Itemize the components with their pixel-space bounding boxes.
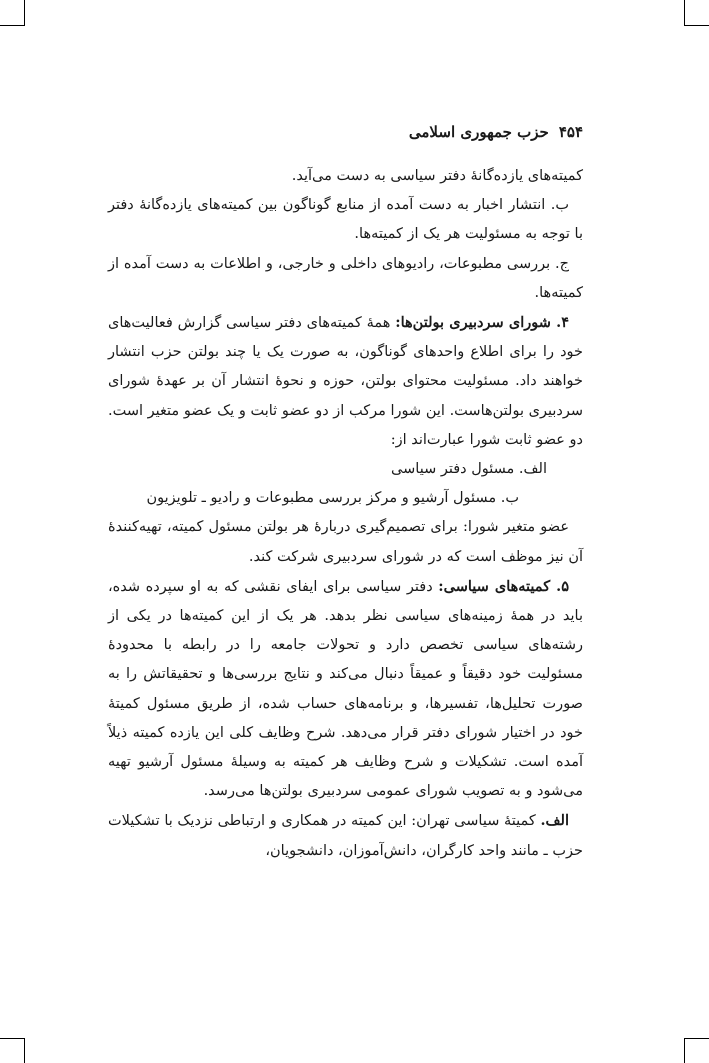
subsection-alef-text: کمیتهٔ سیاسی تهران: این کمیته در همکاری و ارتباطی نزدیک با تشکیلات حزب ـ مانند واحد کارگران، دانش‌آموزان، دانشجویان، [108, 813, 583, 859]
crop-mark-top-left [24, 0, 25, 26]
crop-mark-bottom-right [684, 1038, 685, 1063]
paragraph-2: ب. انتشار اخبار به دست آمده از منابع گوناگون بین کمیته‌های یازده‌گانهٔ دفتر با توجه به مسئولیت هر یک از کمیته‌ها. [108, 197, 583, 243]
paragraph-1: کمیته‌های یازده‌گانهٔ دفتر سیاسی به دست می‌آید. [291, 168, 583, 184]
running-title: حزب جمهوری اسلامی [408, 123, 549, 141]
section-5-text: دفتر سیاسی برای ایفای نقشی که به او سپرده شده، باید در همهٔ زمینه‌های سیاسی نظر بدهد. هر یک از این کمیته‌ها در یکی از رشته‌های سیاسی تخصص دارد و تحولات جامعه را در رابطه با محدودهٔ مسئولیت خود دقیقاً و عمیقاً دنبال می‌کند و نتایج بررسی‌ها و تحقیقاتش را به صورت تحلیل‌ها، تفسیرها، و برنامه‌های حساب شده، از طریق مسئول کمیتهٔ خود در اختیار شورای دفتر قرار می‌دهد. شرح وظایف کلی این یازده کمیته ذیلاً آمده است. تشکیلات و شرح وظایف هر کمیته به وسیلهٔ مسئول آرشیو تهیه می‌شود و به تصویب شورای عمومی سردبیری بولتن‌ها می‌رسد. [108, 578, 583, 800]
paragraph-3: ج. بررسی مطبوعات، رادیوهای داخلی و خارجی، و اطلاعات به دست آمده از کمیته‌ها. [108, 255, 583, 301]
paragraph-6: ب. مسئول آرشیو و مرکز بررسی مطبوعات و رادیو ـ تلویزیون [146, 490, 519, 507]
section-5-heading: ۵. کمیته‌های سیاسی: [438, 577, 570, 595]
crop-mark-bottom-right-h [685, 1038, 709, 1039]
page-number: ۴۵۴ [558, 123, 583, 141]
subsection-alef-heading: الف. [540, 812, 569, 830]
crop-mark-bottom-left [24, 1038, 25, 1063]
crop-mark-top-left-h [0, 25, 24, 26]
paragraph-8 [108, 572, 583, 807]
paragraph-7: عضو متغیر شورا: برای تصمیم‌گیری دربارهٔ هر بولتن مسئول کمیته، تهیه‌کنندهٔ آن نیز موظف است که در شورای سردبیری شرکت کند. [108, 519, 583, 565]
paragraph-9 [108, 806, 583, 865]
paragraph-4 [108, 308, 583, 455]
crop-mark-top-right-h [685, 25, 709, 26]
paragraph-5: الف. مسئول دفتر سیاسی [391, 461, 547, 478]
crop-mark-bottom-left-h [0, 1038, 24, 1039]
running-header [108, 118, 583, 146]
book-page [108, 118, 583, 866]
section-4-text: همهٔ کمیته‌های دفتر سیاسی گزارش فعالیت‌های خود را برای اطلاع واحدهای گوناگون، به صورت یک یا چند بولتن حزب انتشار خواهند داد. مسئولیت محتوای بولتن، حوزه و نحوهٔ انتشار آن بر عهدهٔ شورای سردبیری بولتن‌هاست. این شورا مرکب از دو عضو ثابت و یک عضو متغیر است. دو عضو ثابت شورا عبارت‌اند از: [108, 315, 583, 448]
section-4-heading: ۴. شورای سردبیری بولتن‌ها: [395, 314, 569, 332]
crop-mark-top-right [684, 0, 685, 26]
